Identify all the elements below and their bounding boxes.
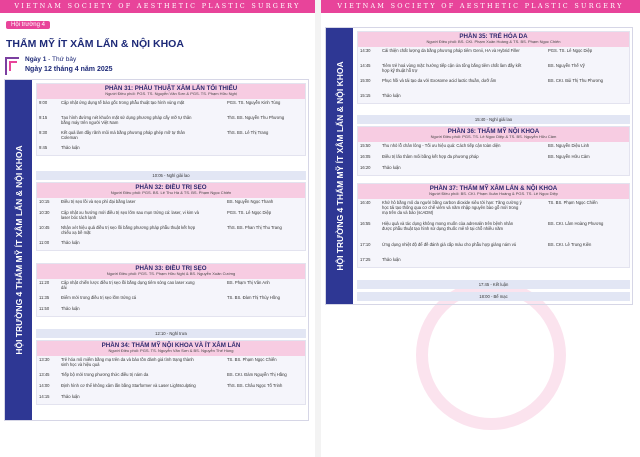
session-chairs: Người Điều phối: BS. CKI. Phạm Xuân Hoàng & TS. BS. Phạm Ngọc Chiến: [426, 39, 561, 44]
table-row: 13:45 Tiếp bộ mới trong phương thức điều trị nám da BS. CKI. Đàm Nguyễn Thị Hằng: [39, 371, 287, 377]
bracket-deco-inner-icon: [9, 61, 17, 71]
session-chairs: Người Điều phối: PGS. TS. Phạm Hữu Nghị & BS. Nguyễn Xuân Cường: [106, 271, 236, 276]
society-band: VIETNAM SOCIETY OF AESTHETIC PLASTIC SURGERY: [321, 0, 640, 13]
table-row: 11:35 Điểm mới trong điều trị sẹo lõm trứng cá TS. BS. Đàm Thị Thúy Hồng: [39, 294, 280, 300]
session-chairs: Người Điều phối: BS. CKI. Phạm Xuân Hoàng & PGS. TS. Lê Ngọc Diệp: [429, 191, 558, 196]
session-35: [357, 31, 630, 104]
table-row: 9:00 Cập nhật ứng dụng tế bào gốc trong phẫu thuật tạo hình vùng mặt PGS. TS. Nguyễn Kinh Tùng: [39, 99, 281, 105]
table-row: 14:45 Tiêm trẻ hoá vùng mặt: hướng tiếp cận ứa tổng bằng tiêm chất làm đầy kết hợp kỹ thuật hỗ trợ BS. Nguyễn Thế Vỹ: [360, 62, 585, 74]
table-row: 9:30 Kết quả làm đầy rãnh mũi má bằng phương pháp ghép mỡ tự thân Coleman ThS. BS. Lê Thị Trang: [39, 129, 269, 141]
session-title: PHẦN 31: PHẪU THUẬT XÂM LẤN TỐI THIỂU: [104, 85, 238, 92]
table-row: 10:30 Cập nhật xu hướng mới điều trị sẹo lõm sau mụn trứng cá: laser, vi kim và laser bóc tách lạnh PGS. TS. Lê Ngọc Diệp: [39, 209, 272, 221]
session-title: PHẦN 36: THẨM MỸ NỘI KHOA: [447, 128, 540, 135]
vertical-hall-banner: HỘI TRƯỜNG 4 THẨM MỸ ÍT XÂM LẤN & NỘI KHOA: [326, 28, 353, 304]
table-row: 16:20 Thảo luận: [360, 164, 401, 170]
table-row: 11:00 Thảo luận: [39, 239, 80, 245]
session-32: [36, 182, 306, 251]
session-chairs: Người Điều phối: PGS. TS. Nguyễn Văn Sơn & PGS. TS. Phạm Hữu Nghị: [105, 91, 237, 96]
session-33: [36, 263, 306, 317]
table-row: 14:15 Thảo luận: [39, 393, 80, 399]
vertical-hall-banner: HỘI TRƯỜNG 4 THẨM MỸ ÍT XÂM LẤN & NỘI KHOA: [5, 80, 32, 420]
break-row: 10:05 - Nghỉ giải lao: [36, 171, 306, 180]
program-page-right: [321, 0, 640, 457]
break-row: 15:40 - Nghỉ giải lao: [357, 115, 630, 124]
society-band: VIETNAM SOCIETY OF AESTHETIC PLASTIC SURGERY: [0, 0, 315, 13]
table-row: 11:50 Thảo luận: [39, 305, 80, 311]
break-row: 18:00 - Bế mạc: [357, 292, 630, 301]
session-chairs: Người Điều phối: PGS. BS. Lê Thu Hà & TS. BS. Phạm Ngọc Chiến: [110, 190, 232, 195]
table-row: 17:25 Thảo luận: [360, 256, 401, 262]
table-row: 14:00 Định hình cơ thể không xâm lấn bằng Starformer và Laser Lightsculpting ThS. BS. Châu Ngọc Tố Trinh: [39, 382, 283, 388]
session-title: PHẦN 32: ĐIỀU TRỊ SẸO: [135, 184, 207, 191]
day-label: Ngày 1 - Thứ bảy: [25, 56, 77, 63]
table-row: 16:05 Điều trị lão thâm môi bằng kết hợp đa phương pháp BS. Nguyễn Hữu Cảm: [360, 153, 590, 159]
schedule-right: [325, 27, 633, 305]
table-row: 16:55 Hiệu quả và tác dụng không mong muốn của adrenalin trên bệnh nhân được phẫu thuật tạo hình sử dụng thuốc mê tê tại chỗ nhiều năm BS. CKI. Lâm Hoàng Phương: [360, 220, 604, 232]
table-row: 16:40 Khử hô bằng mô da người bằng carbon dioxide siêu tới hạn: Tăng cường ý học tái tạo thông qua cơ chế viêm và năm nhập nguyên bào gỗ mới trong mạ trên da và bảo (scADM) TS. BS. Phạm Ngọc Chiến: [360, 199, 598, 216]
table-row: 10:15 Điều trị sẹo lồi và sẹo phì đại bằng laser BS. Nguyễn Ngọc Thanh: [39, 198, 274, 204]
session-chairs: Người Điều phối: PGS. TS. Nguyễn Văn Sơn & BS. Nguyễn Thế Hùng: [108, 348, 234, 353]
break-row: 12:10 - Nghỉ trưa: [36, 329, 306, 338]
session-title: PHẦN 37: THẨM MỸ XÂM LẤN & NỘI KHOA: [429, 185, 558, 192]
table-row: 9:45 Thảo luận: [39, 144, 80, 150]
day-date: Ngày 12 tháng 4 năm 2025: [25, 66, 113, 73]
session-chairs: Người Điều phối: PGS. TS. Lê Ngọc Diệp & TS. BS. Nguyễn Hữu Cảm: [430, 134, 557, 139]
break-row: 17:45 - Kết luận: [357, 280, 630, 289]
room-tag: Hội trường 4: [6, 21, 50, 29]
table-row: 15:50 Thu nhỏ lỗ chân lông - Tối ưu hiệu quả: Cách tiếp cận toàn diện BS. Nguyễn Diệu Linh: [360, 142, 590, 148]
session-37: [357, 183, 630, 268]
session-title: PHẦN 34: THẨM MỸ NỘI KHOA VÀ ÍT XÂM LẤN: [101, 342, 241, 349]
session-31: [36, 83, 306, 156]
table-row: 10:45 Nhận xét hiệu quả điều trị sẹo lồi bằng phương pháp phẫu thuật kết hợp chiếu xạ bề mặt ThS. BS. Phan Thị Thu Trang: [39, 224, 282, 236]
table-row: 15:15 Thảo luận: [360, 92, 401, 98]
session-title: PHẦN 35: TRẺ HÓA DA: [459, 33, 528, 40]
table-row: 15:00 Phục hồi và tái tạo da với Exosome acid lactic thuần, dưỡ ẩm BS. CKI. Bùi Thị Thu Phương: [360, 77, 603, 83]
session-title: PHẦN 33: ĐIỀU TRỊ SẸO: [135, 265, 207, 272]
page-title: THẨM MỸ ÍT XÂM LẤN & NỘI KHOA: [6, 38, 184, 50]
table-row: 13:30 Trẻ hóa mô miếm bằng mạ trên da và bảo tồn đánh giá tình trạng thành sinh học và hiệu quả TS. BS. Phạm Ngọc Chiến: [39, 356, 277, 368]
schedule-left: [4, 79, 309, 421]
session-34: [36, 340, 306, 405]
table-row: 14:30 Cải thiện chất lượng da bằng phương pháp tiêm Genii, HA và Hybrid Filler PGS. TS. Lê Ngọc Diệp: [360, 47, 593, 53]
table-row: 17:10 Ứng dụng nhiệt độ để đề đánh giá cấp màu cho phẫu hợp giảng nám vú BS. CKI. Lê Trung Kiên: [360, 241, 592, 247]
program-page-left: [0, 0, 315, 457]
session-36: [357, 126, 630, 176]
table-row: 11:20 Cập nhật chiến lược điều trị sẹo lồi bằng dụng tiêm sóng cao laser xung dài BS. Phạm Thị Vân Anh: [39, 279, 270, 291]
table-row: 9:15 Tạo hình đường nét khuôn mặt sử dụng phương pháp cấy mỡ tự thân bằng máy trên người Việt Nam ThS. BS. Nguyễn Thu Phương: [39, 114, 285, 126]
